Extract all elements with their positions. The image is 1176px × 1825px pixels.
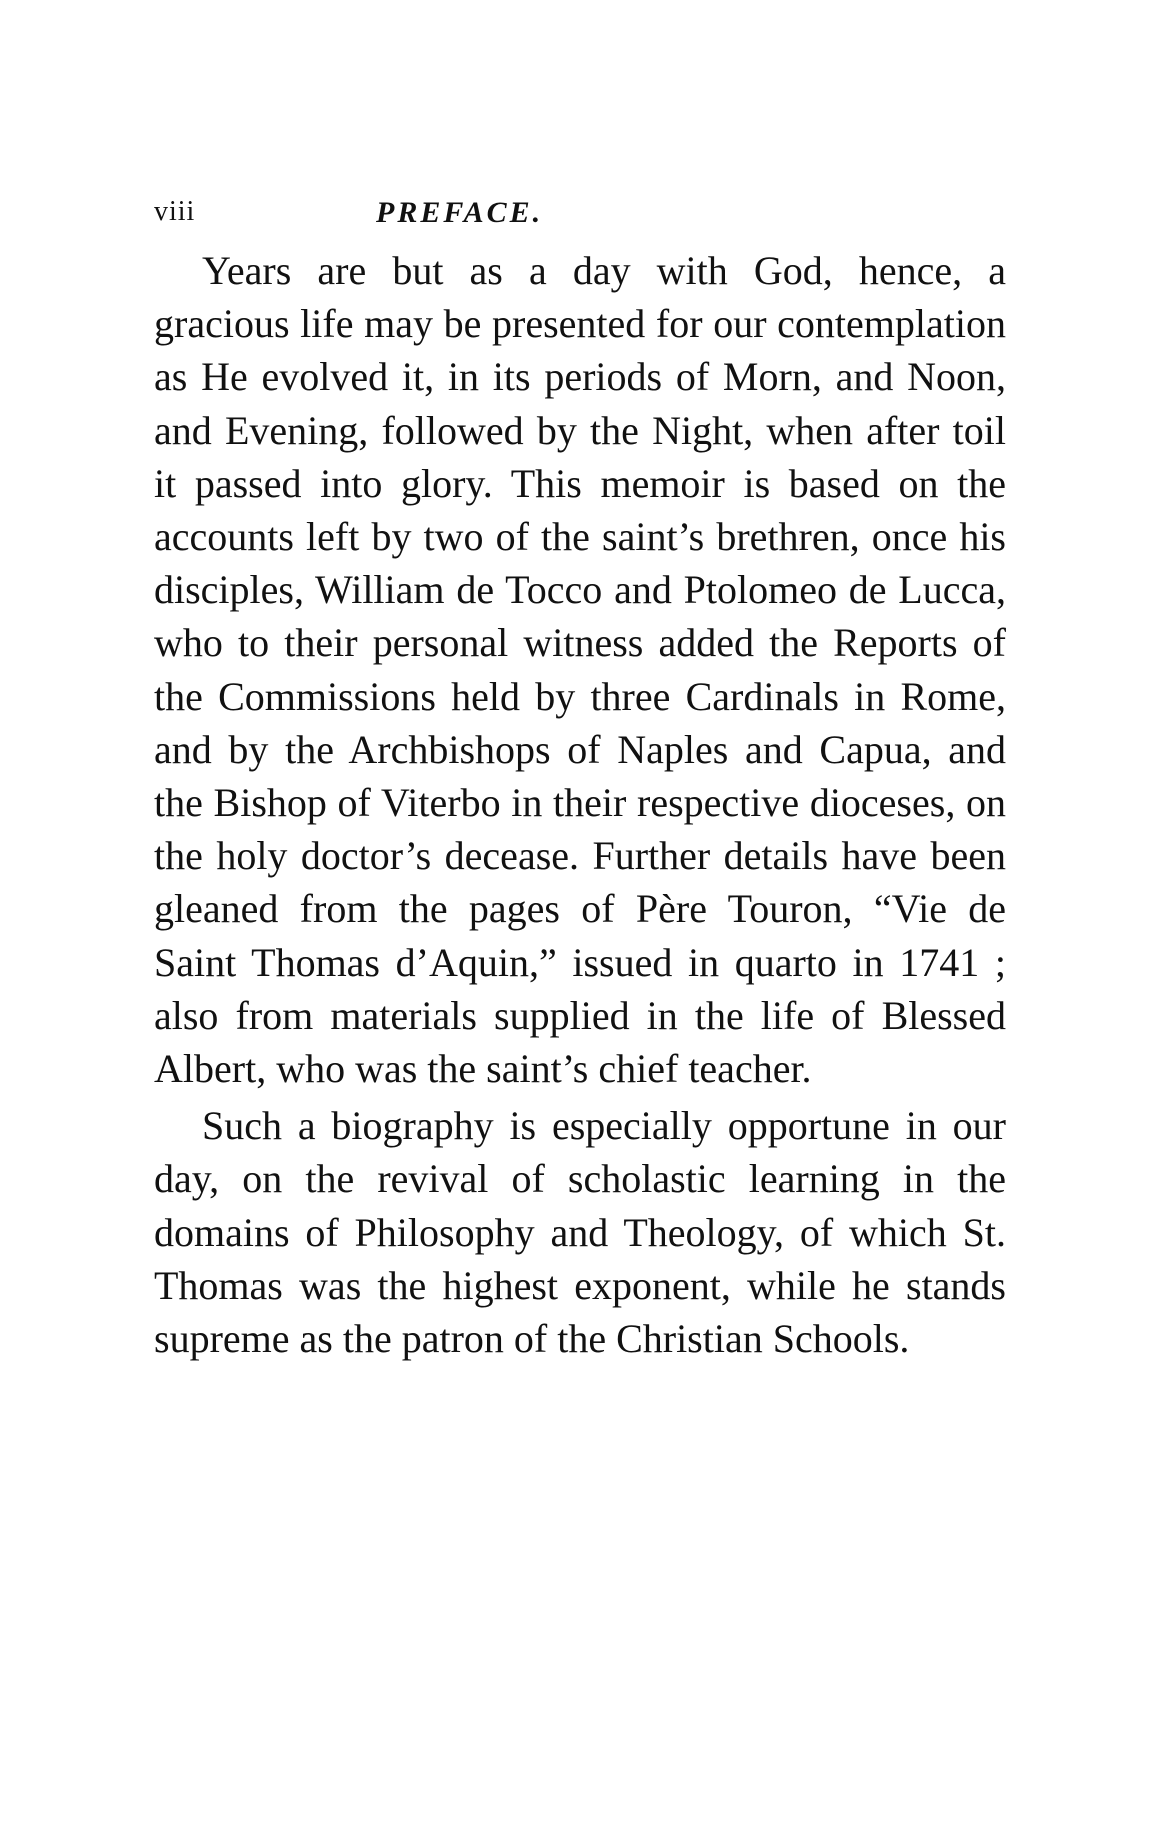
page-number: viii [154,196,196,227]
running-title: PREFACE. [376,196,544,229]
running-head [154,196,1004,236]
paragraph-1: Years are but as a day with God, hence, a gracious life may be presented for our contemplation as He evolved it, in its periods of Morn, and Noon, and Evening, followed by the Night, when after toil it passed into glory. This memoir is based on the accounts left by two of the saint’s brethren, once his disciples, William de Tocco and Ptolomeo de Lucca, who to their personal witness added the Reports of the Commissions held by three Cardinals in Rome, and by the Archbishops of Naples and Capua, and the Bishop of Viterbo in their respective dioceses, on the holy doctor’s decease. Further details have been gleaned from the pages of Père Touron, “Vie de Saint Thomas d’Aquin,” issued in quarto in 1741 ; also from materials supplied in the life of Blessed Albert, who was the saint’s chief teacher. [154,248,1006,1092]
paragraph-2: Such a biography is especially opportune in our day, on the revival of scholastic learning in the domains of Philosophy and Theology, of which St. Thomas was the highest exponent, while he stands supreme as the patron of the Christian Schools. [154,1103,1006,1362]
preface-text [154,244,1006,1365]
